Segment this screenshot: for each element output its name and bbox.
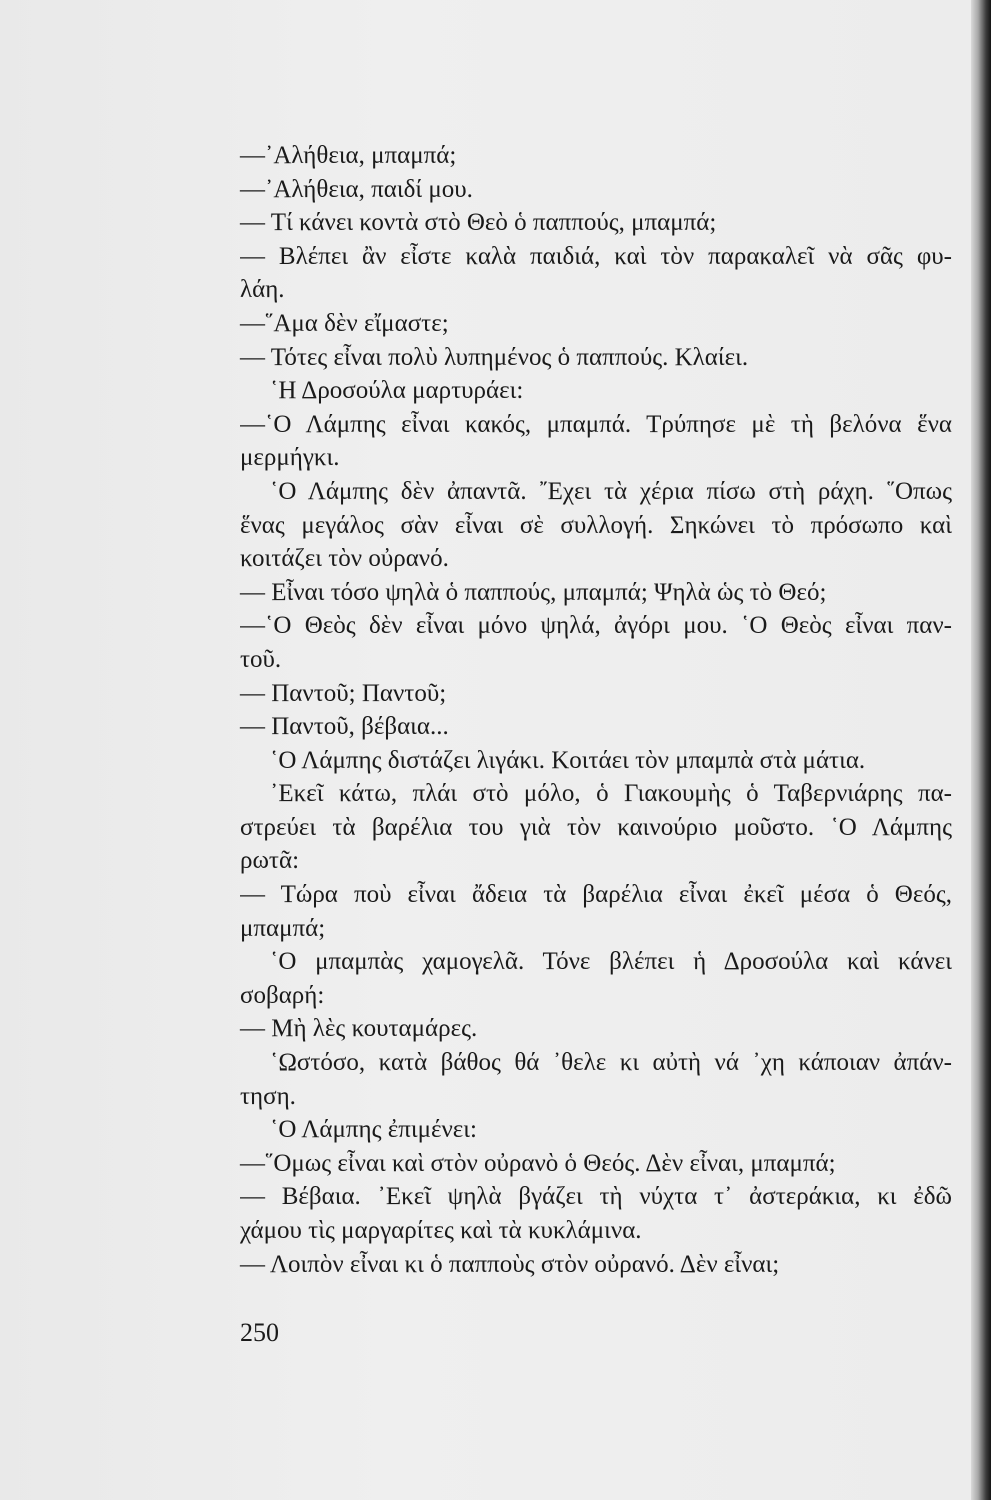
text-line: — Τότες εἶναι πολὺ λυπημένος ὁ παππούς. Κλαίει. xyxy=(240,343,749,371)
text-line: μερμήγκι. xyxy=(240,444,340,472)
text-line: — Παντοῦ, βέβαια... xyxy=(240,713,449,741)
text-line: ῾Ο Λάμπης ἐπιμένει: xyxy=(270,1116,477,1144)
text-line: —᾿Αλήθεια, παιδί μου. xyxy=(240,175,473,203)
text-line: — Λοιπὸν εἶναι κι ὁ παπποὺς στὸν οὐρανό. Δὲν εἶναι; xyxy=(240,1250,780,1278)
page-text xyxy=(240,139,952,1281)
text-line: —᾿Αλήθεια, μπαμπά; xyxy=(240,142,457,169)
text-line: — Παντοῦ; Παντοῦ; xyxy=(240,679,447,707)
text-line: τοῦ. xyxy=(240,645,282,673)
text-line: κοιτάζει τὸν οὐρανό. xyxy=(240,545,449,573)
text-line: ῾Ο Λάμπης διστάζει λιγάκι. Κοιτάει τὸν μπαμπὰ στὰ μάτια. xyxy=(270,746,866,774)
text-line: μπαμπά; xyxy=(240,914,326,942)
text-line: — Βλέπει ἂν εἶστε καλὰ παιδιά, καὶ τὸν παρακαλεῖ νὰ σᾶς φυ- xyxy=(240,242,952,270)
text-line: —῞Αμα δὲν εἴμαστε; xyxy=(240,309,449,337)
text-line: τηση. xyxy=(240,1082,296,1110)
text-line: — Βέβαια. ᾿Εκεῖ ψηλὰ βγάζει τὴ νύχτα τ᾿ ἀστεράκια, κι ἐδῶ xyxy=(240,1183,952,1211)
text-line: — Τί κάνει κοντὰ στὸ Θεὸ ὁ παππούς, μπαμπά; xyxy=(240,209,717,237)
text-line: —῾Ο Θεὸς δὲν εἶναι μόνο ψηλά, ἀγόρι μου. ῾Ο Θεὸς εἶναι παν- xyxy=(240,612,952,640)
text-line: ῾Ωστόσο, κατὰ βάθος θά ᾿θελε κι αὐτὴ νά ᾿χη κάποιαν ἀπάν- xyxy=(270,1049,952,1077)
text-line: ρωτᾶ: xyxy=(240,847,300,875)
text-line: — Εἶναι τόσο ψηλὰ ὁ παππούς, μπαμπά; Ψηλὰ ὡς τὸ Θεό; xyxy=(240,578,827,606)
text-line: στρεύει τὰ βαρέλια του γιὰ τὸν καινούριο μοῦστο. ῾Ο Λάμπης xyxy=(240,813,952,841)
text-line: — Τώρα ποὺ εἶναι ἄδεια τὰ βαρέλια εἶναι ἐκεῖ μέσα ὁ Θεός, xyxy=(240,881,952,909)
text-line: λάη. xyxy=(240,276,285,304)
text-line: —῾Ο Λάμπης εἶναι κακός, μπαμπά. Τρύπησε μὲ τὴ βελόνα ἕνα xyxy=(240,410,952,438)
text-line: ῾Ο Λάμπης δὲν ἀπαντᾶ. ῎Εχει τὰ χέρια πίσω στὴ ράχη. ῞Οπως xyxy=(270,477,952,505)
text-line: ᾿Εκεῖ κάτω, πλάι στὸ μόλο, ὁ Γιακουμὴς ὁ Ταβερνιάρης πα- xyxy=(270,780,952,808)
text-line: ῾Ο μπαμπὰς χαμογελᾶ. Τόνε βλέπει ἡ Δροσούλα καὶ κάνει xyxy=(270,948,952,976)
text-line: σοβαρή: xyxy=(240,981,325,1009)
text-line: — Μὴ λὲς κουταμάρες. xyxy=(240,1015,478,1043)
text-line: ῾Η Δροσούλα μαρτυράει: xyxy=(270,377,524,405)
text-line: ἕνας μεγάλος σὰν εἶναι σὲ συλλογή. Σηκώνει τὸ πρόσωπο καὶ xyxy=(240,511,952,539)
text-line: χάμου τὶς μαργαρίτες καὶ τὰ κυκλάμινα. xyxy=(240,1217,642,1244)
page-edge-shadow xyxy=(971,0,991,1500)
page-number: 250 xyxy=(240,1318,279,1347)
text-line: —῞Ομως εἶναι καὶ στὸν οὐρανὸ ὁ Θεός. Δὲν εἶναι, μπαμπά; xyxy=(240,1149,836,1177)
